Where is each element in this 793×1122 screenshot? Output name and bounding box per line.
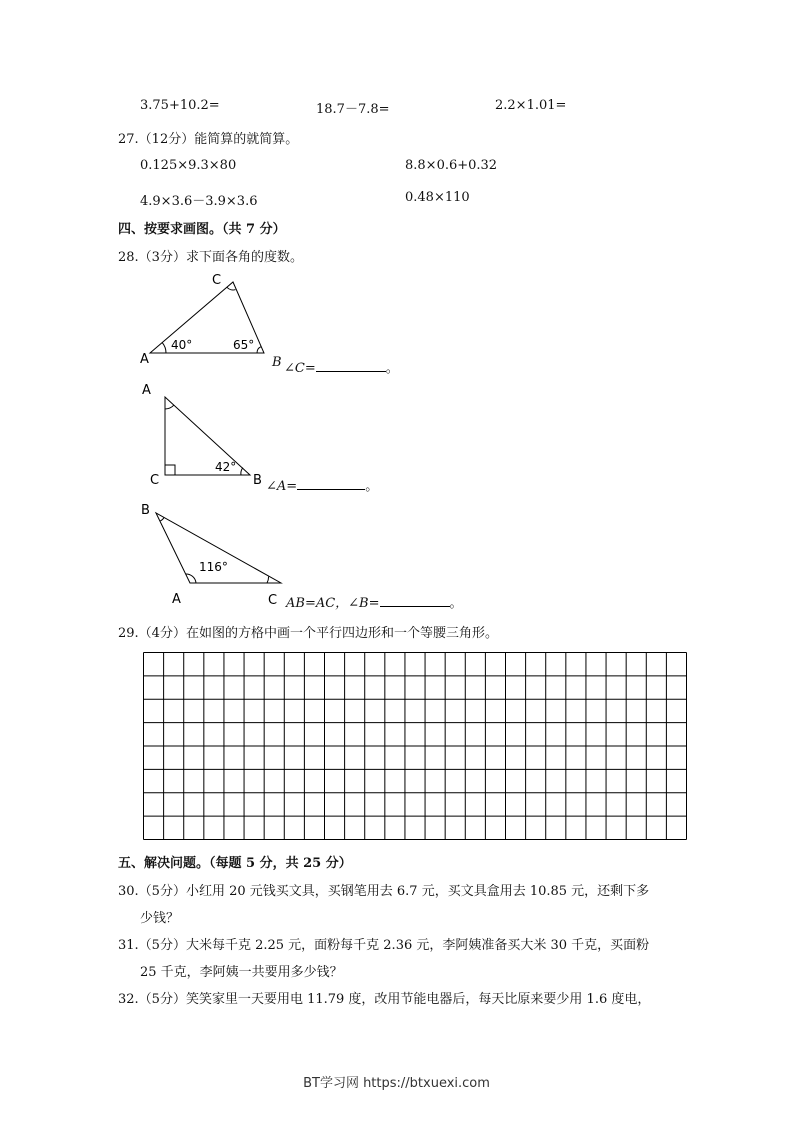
section-4-heading: 四、按要求画图。（共 7 分） [118,222,286,237]
calc-item-2: 18.7－7.8= [316,102,390,117]
tri3-answer-blank[interactable] [380,606,450,607]
q32-line-1: 32.（5分）笑笑家里一天要用电 11.79 度，改用节能电器后，每天比原来要少用 1.6 度电， [118,992,651,1007]
tri2-answer-label: ∠A= [266,479,298,494]
tri2-label-C: C [150,473,160,488]
tri1-answer-blank[interactable] [316,371,386,372]
tri1-label-A: A [140,352,149,367]
tri3-answer [286,592,463,611]
q29-title: 29.（4分）在如图的方格中画一个平行四边形和一个等腰三角形。 [118,626,498,641]
tri3-label-B: B [141,503,150,518]
q30-line-2: 少钱？ [140,911,180,926]
tri1-answer-end: 。 [385,361,399,376]
tri1-answer-label: ∠C= [284,361,316,376]
tri3-label-C: C [268,593,278,608]
drawing-grid[interactable] [143,652,687,840]
tri1-label-C: C [212,273,222,288]
calc-item-1: 3.75+10.2= [140,98,220,113]
section-5-heading: 五、解决问题。（每题 5 分，共 25 分） [118,856,352,871]
page-footer: BT学习网 https://btxuexi.com [303,1076,490,1091]
tri1-angle-B: 65° [233,338,255,352]
triangle-3-diagram [136,500,291,610]
tri3-label-A: A [172,592,181,607]
tri1-angle-A: 40° [171,338,193,352]
tri2-angle-B: 42° [215,460,237,474]
tri1-answer [284,357,399,376]
triangle-2-diagram [140,380,270,490]
tri2-label-B: B [253,473,262,488]
tri3-angle-A: 116° [199,560,228,574]
q27-item-2: 8.8×0.6+0.32 [405,158,498,173]
q27-item-1: 0.125×9.3×80 [140,158,237,173]
tri3-answer-label: AB=AC，∠B= [286,596,380,611]
q31-line-1: 31.（5分）大米每千克 2.25 元，面粉每千克 2.36 元，李阿姨准备买大米 30 千克，买面粉 [118,938,650,953]
tri3-answer-end: 。 [449,596,463,611]
tri1-label-B: B [272,355,282,370]
tri2-answer-end: 。 [365,479,379,494]
q27-item-4: 0.48×110 [405,190,470,205]
calc-item-3: 2.2×1.01= [495,98,567,113]
triangle-1-diagram [140,270,290,370]
tri2-answer-blank[interactable] [297,489,365,490]
q27-title: 27.（12分）能简算的就简算。 [118,132,299,147]
tri2-answer [266,475,378,494]
tri2-label-A: A [142,383,151,398]
q27-item-3: 4.9×3.6－3.9×3.6 [140,194,258,209]
q30-line-1: 30.（5分）小红用 20 元钱买文具，买钢笔用去 6.7 元，买文具盒用去 10.85 元，还剩下多 [118,884,650,899]
q31-line-2: 25 千克，李阿姨一共要用多少钱？ [140,965,343,980]
q28-title: 28.（3分）求下面各角的度数。 [118,250,303,265]
